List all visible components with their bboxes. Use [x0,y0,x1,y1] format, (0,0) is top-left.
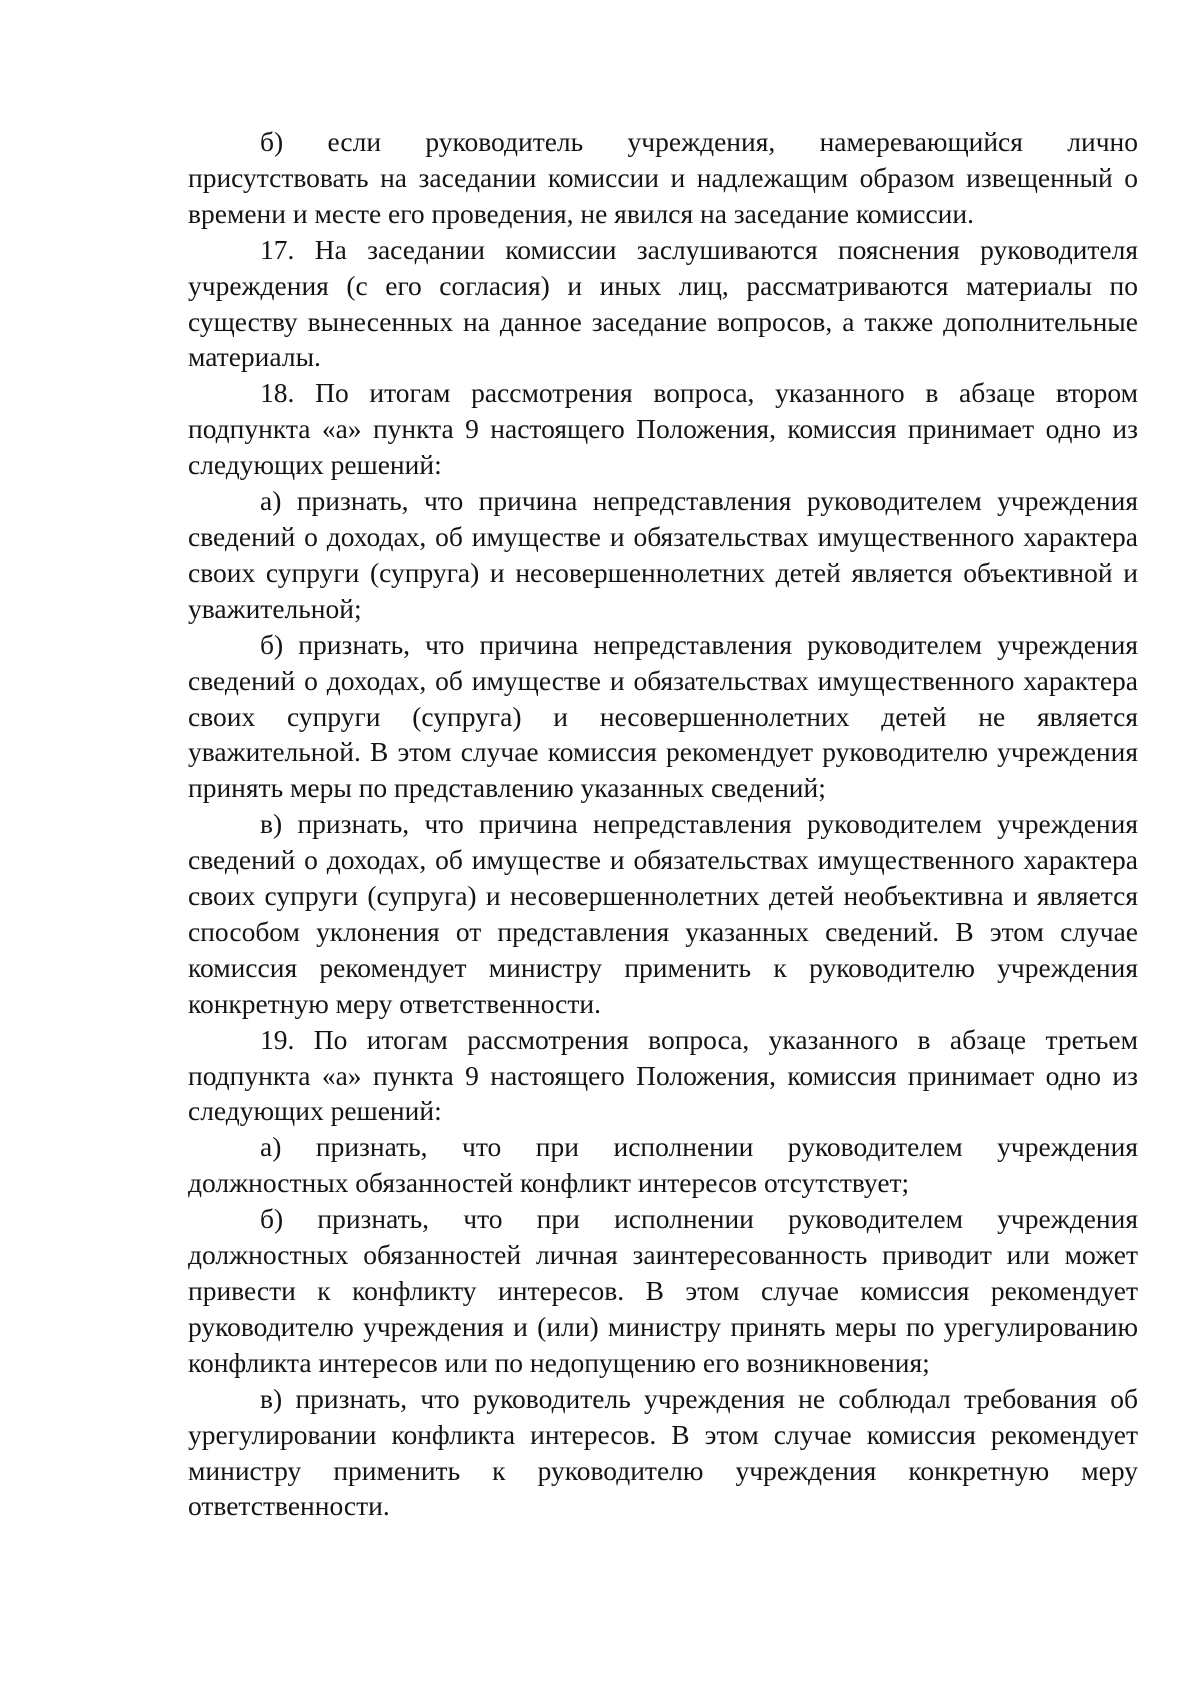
paragraph-19-b: б) признать, что при исполнении руководителем учреждения должностных обязанностей личная заинтересованность приводит или может привести к конфликту интересов. В этом случае комиссия рекомендует руководителю учреждения и (или) министру принять меры по урегулированию конфликта интересов или по недопущению его возникновения; [188,1203,1138,1378]
paragraph-b-absence: б) если руководитель учреждения, намеревающийся лично присутствовать на заседании комиссии и надлежащим образом извещенный о времени и месте его проведения, не явился на заседание комиссии. [188,126,1138,229]
paragraph-18-v: в) признать, что причина непредставления руководителем учреждения сведений о доходах, об имуществе и обязательствах имущественного характера своих супруги (супруга) и несовершеннолетних детей необъективна и является способом уклонения от представления указанных сведений. В этом случае комиссия рекомендует министру применить к руководителю учреждения конкретную меру ответственности. [188,808,1138,1019]
paragraph-18-b: б) признать, что причина непредставления руководителем учреждения сведений о доходах, об имуществе и обязательствах имущественного характера своих супруги (супруга) и несовершеннолетних детей не является уважительной. В этом случае комиссия рекомендует руководителю учреждения принять меры по представлению указанных сведений; [188,628,1138,804]
paragraph-18: 18. По итогам рассмотрения вопроса, указанного в абзаце втором подпункта «а» пункта 9 настоящего Положения, комиссия принимает одно из следующих решений: [188,377,1138,481]
paragraph-19: 19. По итогам рассмотрения вопроса, указанного в абзаце третьем подпункта «а» пункта 9 настоящего Положения, комиссия принимает одно из следующих решений: [188,1023,1138,1127]
paragraph-17: 17. На заседании комиссии заслушиваются пояснения руководителя учреждения (с его согласия) и иных лиц, рассматриваются материалы по существу вынесенных на данное заседание вопросов, а также дополнительные материалы. [188,233,1138,373]
paragraph-19-a: а) признать, что при исполнении руководителем учреждения должностных обязанностей конфликт интересов отсутствует; [188,1131,1138,1199]
document-body [188,124,1138,1524]
paragraph-18-a: а) признать, что причина непредставления руководителем учреждения сведений о доходах, об имуществе и обязательствах имущественного характера своих супруги (супруга) и несовершеннолетних детей является объективной и уважительной; [188,485,1138,624]
paragraph-19-v: в) признать, что руководитель учреждения не соблюдал требования об урегулировании конфликта интересов. В этом случае комиссия рекомендует министру применить к руководителю учреждения конкретную меру ответственности. [188,1382,1138,1522]
